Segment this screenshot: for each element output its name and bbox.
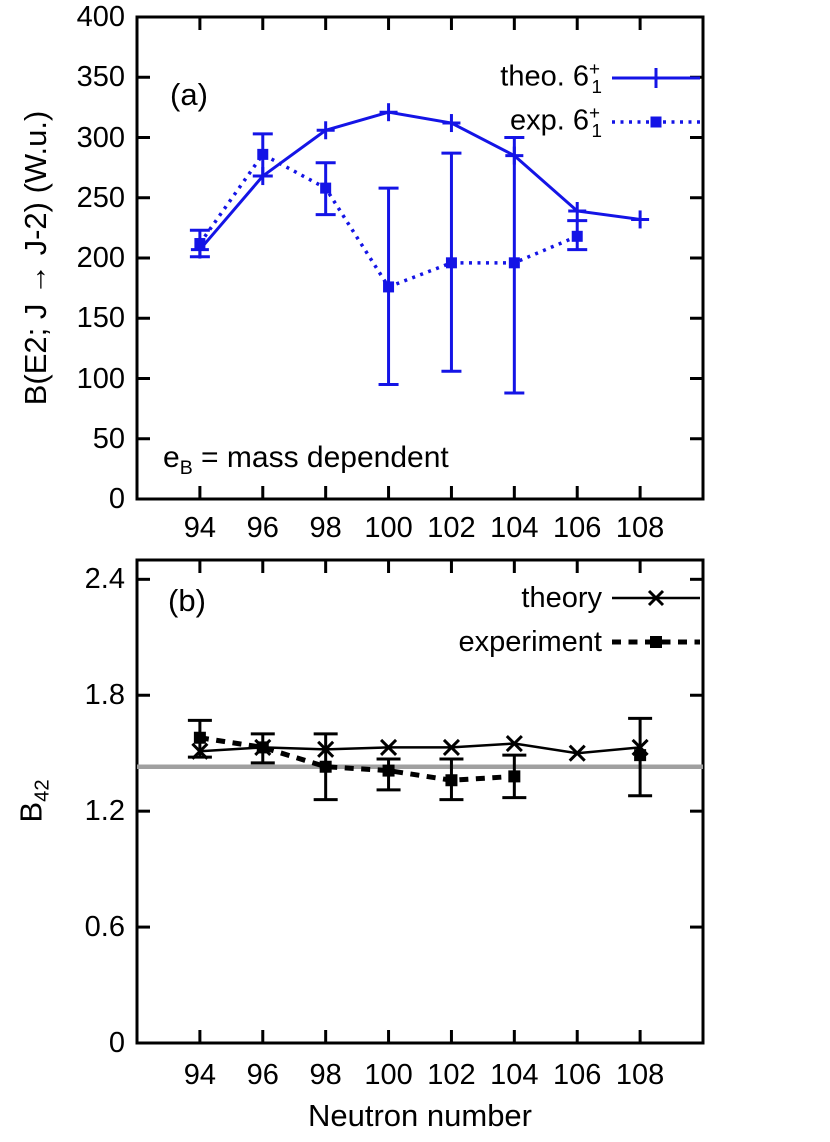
legend-entry-theory <box>521 577 700 619</box>
legend-sample-theo-line <box>612 61 700 95</box>
xtick-label-b-96: 96 <box>246 1059 279 1091</box>
legend-label-experiment: experiment <box>458 625 602 658</box>
xtick-label-a-108: 108 <box>615 512 665 544</box>
x-axis-label: Neutron number <box>307 1098 533 1133</box>
series-exp-6-1 <box>190 134 587 393</box>
xtick-label-b-98: 98 <box>309 1059 342 1091</box>
ytick-label-b-2.4: 2.4 <box>84 563 125 596</box>
ytick-label-a-250: 250 <box>76 181 125 214</box>
panel-b-tag: (b) <box>168 583 206 618</box>
ytick-label-b-0.6: 0.6 <box>84 911 125 944</box>
filled-square-marker-icon <box>509 257 520 268</box>
panel-a-annotation <box>163 441 449 480</box>
panel-a-legend <box>500 57 700 143</box>
ytick-label-a-300: 300 <box>76 121 125 154</box>
legend-entry-exp <box>510 101 700 143</box>
annotation-prefix: e <box>163 441 180 474</box>
filled-square-marker-icon <box>194 732 206 744</box>
ytick-label-a-400: 400 <box>76 1 125 33</box>
legend-label-theory: theory <box>521 581 602 614</box>
legend-sample-exp-line <box>612 105 700 139</box>
panel-a-tag: (a) <box>170 77 208 112</box>
filled-square-marker-icon <box>445 774 457 786</box>
ytick-label-a-350: 350 <box>76 61 125 94</box>
legend-label-theo: theo. $6^+_1$ <box>500 58 602 97</box>
annotation-rest: = mass dependent <box>192 441 449 474</box>
ytick-label-b-1.2: 1.2 <box>84 795 125 828</box>
xtick-label-a-106: 106 <box>553 512 602 544</box>
ytick-label-a-200: 200 <box>76 242 125 274</box>
filled-square-marker-icon <box>257 741 269 753</box>
xtick-label-a-98: 98 <box>309 512 342 544</box>
ytick-label-a-50: 50 <box>92 422 125 455</box>
ytick-label-a-0: 0 <box>108 483 125 515</box>
xtick-label-b-104: 104 <box>490 1059 539 1091</box>
ytick-label-b-0: 0 <box>108 1027 125 1059</box>
filled-square-marker-icon <box>194 238 205 249</box>
xtick-label-b-108: 108 <box>615 1059 665 1091</box>
xtick-label-a-102: 102 <box>427 512 476 544</box>
panel-a-y-axis-label: B(E2; J → J-2) (W.u.) <box>18 110 53 406</box>
xtick-label-a-96: 96 <box>246 512 279 544</box>
legend-sample-theory-line <box>612 581 700 615</box>
filled-square-marker-icon <box>320 761 332 773</box>
ytick-label-b-1.8: 1.8 <box>84 679 125 712</box>
ytick-label-a-150: 150 <box>76 302 125 335</box>
xtick-label-a-94: 94 <box>183 512 216 544</box>
xtick-label-a-104: 104 <box>490 512 539 544</box>
xtick-label-a-100: 100 <box>364 512 413 544</box>
ytick-label-a-100: 100 <box>76 362 125 395</box>
legend-label-exp: exp. $6^+_1$ <box>509 102 602 141</box>
filled-square-marker-icon <box>383 765 395 777</box>
filled-square-marker-icon <box>650 636 662 648</box>
annotation-sub: B <box>179 457 193 479</box>
series-line <box>200 738 514 781</box>
filled-square-marker-icon <box>651 117 662 128</box>
legend-entry-experiment <box>459 621 700 663</box>
legend-entry-theo <box>500 57 700 99</box>
xtick-label-b-94: 94 <box>183 1059 216 1091</box>
filled-square-marker-icon <box>572 231 583 242</box>
legend-sample-experiment-line <box>612 625 700 659</box>
filled-square-marker-icon <box>257 149 268 160</box>
filled-square-marker-icon <box>508 770 520 782</box>
filled-square-marker-icon <box>320 183 331 194</box>
panel-b-y-axis-label: $B_{42}$ <box>13 779 54 823</box>
xtick-label-b-100: 100 <box>364 1059 413 1091</box>
xtick-label-b-102: 102 <box>427 1059 476 1091</box>
xtick-label-b-106: 106 <box>553 1059 602 1091</box>
filled-square-marker-icon <box>383 281 394 292</box>
filled-square-marker-icon <box>446 257 457 268</box>
filled-square-marker-icon <box>634 749 646 761</box>
panel-b-legend <box>459 577 700 663</box>
